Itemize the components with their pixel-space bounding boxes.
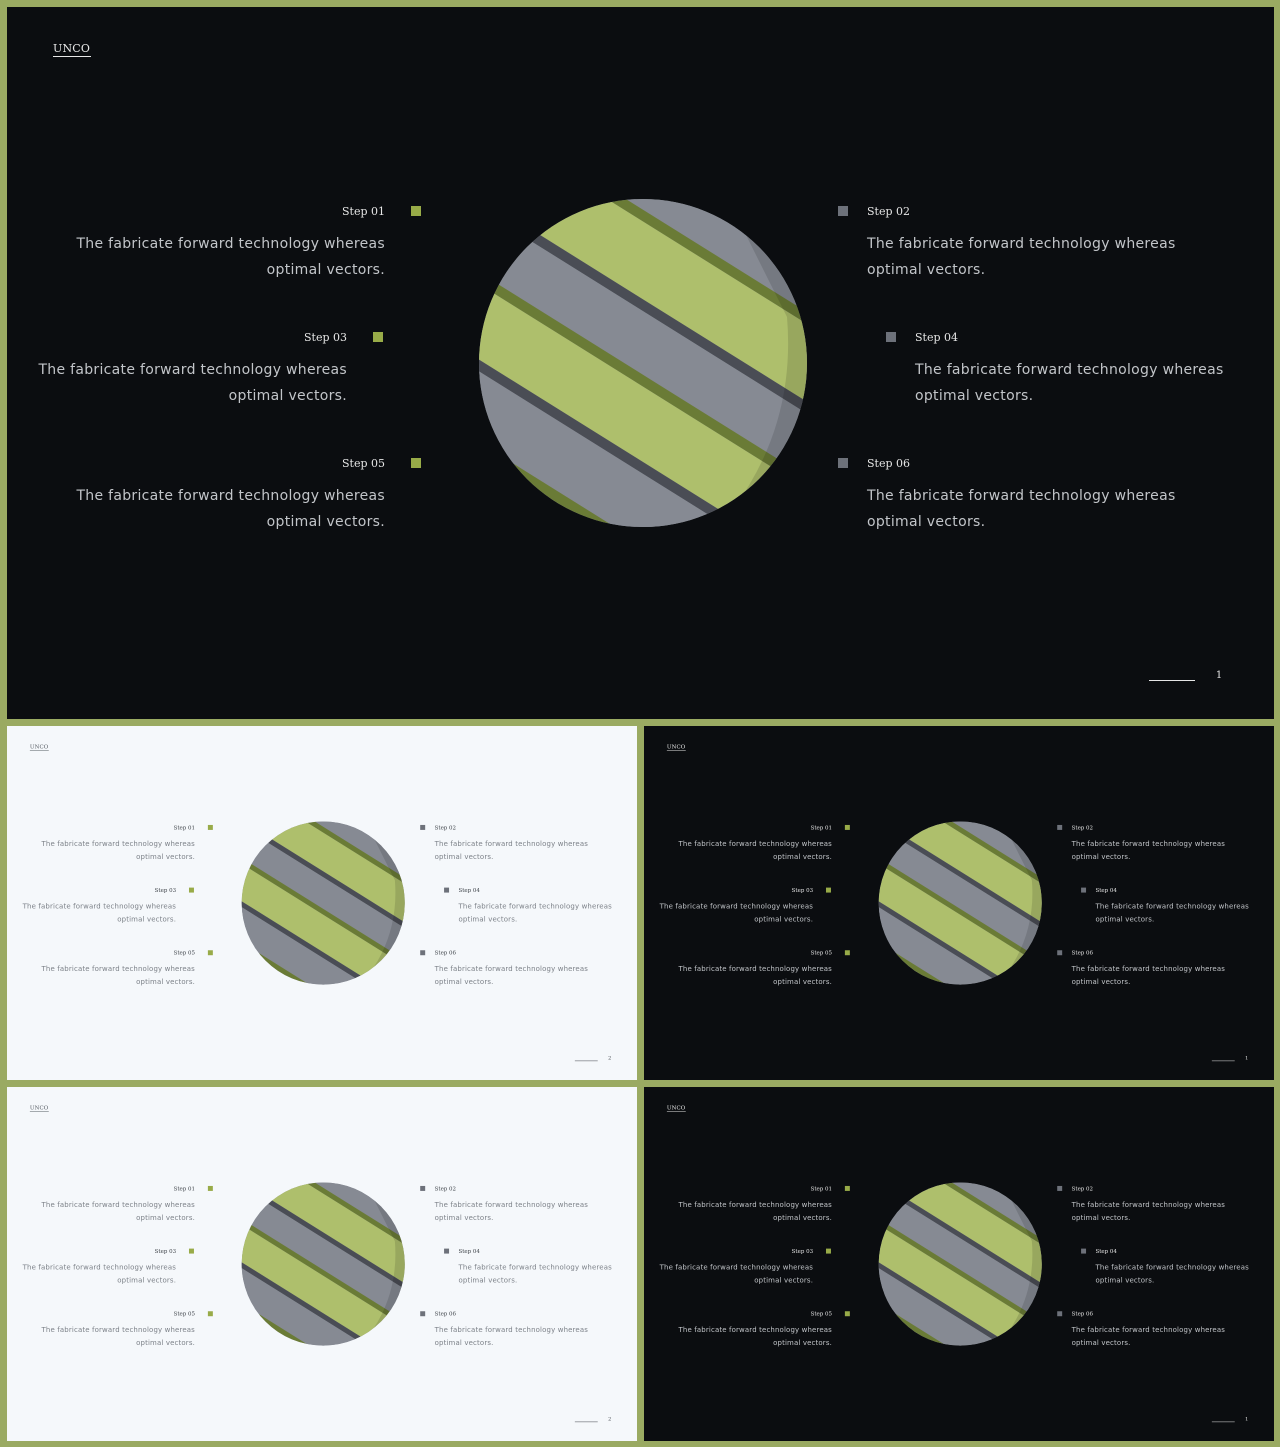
pager-line xyxy=(1149,680,1195,681)
step-marker-square xyxy=(1081,1249,1086,1254)
step-3 xyxy=(7,331,383,411)
step-title: Step 01 xyxy=(173,824,195,831)
step-1 xyxy=(14,1185,213,1225)
striped-globe-graphic xyxy=(241,820,406,985)
step-description: The fabricate forward technology whereas optimal vectors. xyxy=(22,902,177,924)
step-title: Step 06 xyxy=(434,949,457,957)
step-description: The fabricate forward technology whereas optimal vectors. xyxy=(458,902,612,924)
step-description: The fabricate forward technology whereas optimal vectors. xyxy=(867,236,1176,278)
step-description: The fabricate forward technology whereas optimal vectors. xyxy=(678,1200,832,1222)
step-marker-square xyxy=(845,825,850,830)
slide-4[interactable] xyxy=(7,1087,637,1441)
step-title: Step 02 xyxy=(1071,1185,1094,1192)
step-marker-square xyxy=(826,888,831,893)
step-4 xyxy=(444,1248,637,1288)
step-description: The fabricate forward technology whereas optimal vectors. xyxy=(1095,902,1249,924)
step-description: The fabricate forward technology whereas optimal vectors. xyxy=(76,488,385,530)
step-marker-square xyxy=(420,1311,425,1316)
step-6 xyxy=(1057,1311,1256,1351)
step-marker-square xyxy=(444,888,449,893)
step-marker-square xyxy=(420,950,425,955)
step-5 xyxy=(21,457,421,537)
step-marker-square xyxy=(845,950,850,955)
step-6 xyxy=(838,457,1238,537)
step-1 xyxy=(14,824,213,864)
step-marker-square xyxy=(208,825,213,830)
step-description: The fabricate forward technology whereas optimal vectors. xyxy=(659,902,814,924)
slide-stage xyxy=(7,726,637,1080)
step-description: The fabricate forward technology whereas optimal vectors. xyxy=(1095,1263,1249,1285)
step-marker-square xyxy=(1057,825,1062,830)
slide-stage xyxy=(7,1087,637,1441)
striped-globe-graphic xyxy=(878,820,1043,985)
step-1 xyxy=(651,824,850,864)
step-marker-square xyxy=(208,1186,213,1191)
step-title: Step 02 xyxy=(434,824,457,831)
step-description: The fabricate forward technology whereas optimal vectors. xyxy=(659,1263,814,1285)
step-5 xyxy=(651,950,850,990)
slide-2[interactable] xyxy=(7,726,637,1080)
step-description: The fabricate forward technology whereas optimal vectors. xyxy=(41,965,195,987)
step-description: The fabricate forward technology whereas optimal vectors. xyxy=(41,1326,195,1348)
step-4 xyxy=(1081,1248,1274,1288)
logo: UNCO xyxy=(29,1104,49,1111)
step-title: Step 04 xyxy=(458,1248,480,1255)
step-marker-square xyxy=(444,1249,449,1254)
step-title: Step 03 xyxy=(303,331,347,344)
step-title: Step 01 xyxy=(173,1185,195,1192)
step-4 xyxy=(444,887,637,927)
step-marker-square xyxy=(1081,888,1086,893)
page-number: 2 xyxy=(608,1055,612,1062)
step-title: Step 02 xyxy=(1071,824,1094,831)
step-title: Step 04 xyxy=(915,331,959,344)
step-description: The fabricate forward technology whereas optimal vectors. xyxy=(76,236,385,278)
step-title: Step 04 xyxy=(1095,887,1117,894)
step-description: The fabricate forward technology whereas optimal vectors. xyxy=(38,362,347,404)
step-5 xyxy=(651,1311,850,1351)
step-description: The fabricate forward technology whereas optimal vectors. xyxy=(915,362,1224,404)
step-description: The fabricate forward technology whereas optimal vectors. xyxy=(458,1263,612,1285)
step-title: Step 05 xyxy=(810,949,832,957)
striped-globe-graphic xyxy=(878,1181,1043,1346)
step-title: Step 06 xyxy=(867,457,911,470)
step-6 xyxy=(420,1311,619,1351)
step-6 xyxy=(420,950,619,990)
step-description: The fabricate forward technology whereas optimal vectors. xyxy=(434,1326,589,1348)
step-description: The fabricate forward technology whereas optimal vectors. xyxy=(678,965,832,987)
slide-3[interactable] xyxy=(644,726,1274,1080)
step-marker-square xyxy=(411,458,421,468)
step-title: Step 06 xyxy=(434,1310,457,1318)
step-3 xyxy=(7,887,194,927)
step-title: Step 01 xyxy=(341,205,385,218)
step-marker-square xyxy=(838,206,848,216)
slide-stage xyxy=(7,7,1274,719)
step-marker-square xyxy=(208,950,213,955)
step-marker-square xyxy=(189,888,194,893)
step-description: The fabricate forward technology whereas optimal vectors. xyxy=(434,965,589,987)
page-number: 1 xyxy=(1215,670,1223,681)
step-marker-square xyxy=(886,332,896,342)
step-5 xyxy=(14,950,213,990)
slide-1[interactable] xyxy=(7,7,1274,719)
step-title: Step 03 xyxy=(154,887,177,894)
step-marker-square xyxy=(826,1249,831,1254)
step-description: The fabricate forward technology whereas optimal vectors. xyxy=(434,1200,589,1222)
step-marker-square xyxy=(838,458,848,468)
slide-stage xyxy=(644,1087,1274,1441)
step-marker-square xyxy=(411,206,421,216)
step-marker-square xyxy=(845,1311,850,1316)
step-2 xyxy=(1057,1185,1256,1225)
step-5 xyxy=(14,1311,213,1351)
step-marker-square xyxy=(1057,1186,1062,1191)
step-2 xyxy=(420,824,619,864)
step-title: Step 06 xyxy=(1071,1310,1094,1318)
step-2 xyxy=(1057,824,1256,864)
step-marker-square xyxy=(208,1311,213,1316)
step-title: Step 06 xyxy=(1071,949,1094,957)
step-2 xyxy=(420,1185,619,1225)
page-number: 2 xyxy=(608,1416,612,1423)
step-description: The fabricate forward technology whereas optimal vectors. xyxy=(22,1263,177,1285)
step-title: Step 03 xyxy=(154,1248,177,1255)
step-3 xyxy=(644,887,831,927)
page-number: 1 xyxy=(1245,1055,1249,1062)
step-3 xyxy=(644,1248,831,1288)
step-4 xyxy=(886,331,1274,411)
step-title: Step 03 xyxy=(791,887,814,894)
step-description: The fabricate forward technology whereas optimal vectors. xyxy=(434,839,589,861)
slide-5[interactable] xyxy=(644,1087,1274,1441)
step-2 xyxy=(838,205,1238,285)
step-title: Step 03 xyxy=(791,1248,814,1255)
step-1 xyxy=(651,1185,850,1225)
step-title: Step 05 xyxy=(810,1310,832,1318)
step-title: Step 05 xyxy=(173,1310,195,1318)
step-marker-square xyxy=(373,332,383,342)
step-description: The fabricate forward technology whereas optimal vectors. xyxy=(1071,839,1226,861)
logo: UNCO xyxy=(53,42,91,55)
step-title: Step 02 xyxy=(434,1185,457,1192)
page-number: 1 xyxy=(1245,1416,1249,1423)
step-4 xyxy=(1081,887,1274,927)
step-description: The fabricate forward technology whereas optimal vectors. xyxy=(1071,1326,1226,1348)
step-description: The fabricate forward technology whereas optimal vectors. xyxy=(678,1326,832,1348)
step-description: The fabricate forward technology whereas optimal vectors. xyxy=(41,1200,195,1222)
logo: UNCO xyxy=(29,743,49,750)
step-marker-square xyxy=(189,1249,194,1254)
step-1 xyxy=(21,205,421,285)
step-marker-square xyxy=(1057,950,1062,955)
step-title: Step 05 xyxy=(173,949,195,957)
step-marker-square xyxy=(845,1186,850,1191)
step-marker-square xyxy=(420,1186,425,1191)
striped-globe-graphic xyxy=(477,197,809,529)
step-description: The fabricate forward technology whereas optimal vectors. xyxy=(1071,1200,1226,1222)
step-description: The fabricate forward technology whereas optimal vectors. xyxy=(678,839,832,861)
step-description: The fabricate forward technology whereas optimal vectors. xyxy=(867,488,1176,530)
logo: UNCO xyxy=(666,743,686,750)
step-3 xyxy=(7,1248,194,1288)
step-title: Step 04 xyxy=(1095,1248,1117,1255)
step-title: Step 01 xyxy=(810,824,832,831)
step-title: Step 05 xyxy=(341,457,385,470)
step-marker-square xyxy=(420,825,425,830)
slide-stage xyxy=(644,726,1274,1080)
step-6 xyxy=(1057,950,1256,990)
step-title: Step 01 xyxy=(810,1185,832,1192)
step-marker-square xyxy=(1057,1311,1062,1316)
step-description: The fabricate forward technology whereas optimal vectors. xyxy=(41,839,195,861)
step-title: Step 04 xyxy=(458,887,480,894)
step-description: The fabricate forward technology whereas optimal vectors. xyxy=(1071,965,1226,987)
step-title: Step 02 xyxy=(867,205,911,218)
logo: UNCO xyxy=(666,1104,686,1111)
striped-globe-graphic xyxy=(241,1181,406,1346)
